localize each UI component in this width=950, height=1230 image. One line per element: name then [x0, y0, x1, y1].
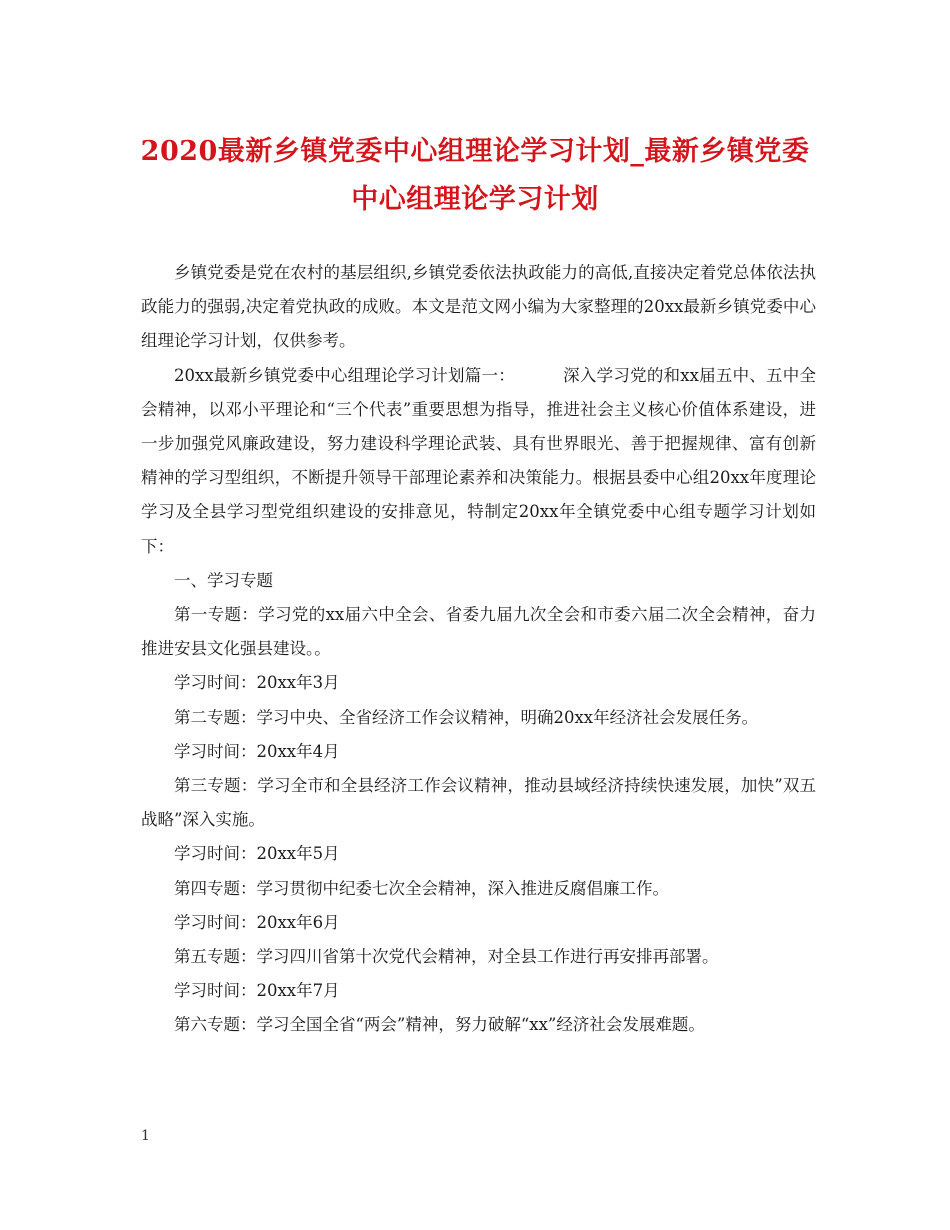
topic-2: 第二专题：学习中央、全省经济工作会议精神，明确20xx年经济社会发展任务。 [174, 707, 759, 727]
intro-paragraph: 乡镇党委是党在农村的基层组织,乡镇党委依法执政能力的高低,直接决定着党总体依法执政能力的强弱,决定着党执政的成败。本文是范文网小编为大家整理的20xx最新乡镇党委中心组理论学习计划，仅供参考。 [141, 263, 816, 351]
topic-1: 第一专题：学习党的xx届六中全会、省委九届九次全会和市委六届二次全会精神，奋力推进安县文化强县建设。。 [141, 605, 816, 659]
title-line-1: 2020最新乡镇党委中心组理论学习计划_最新乡镇党委 [140, 136, 810, 167]
part1-label: 20xx最新乡镇党委中心组理论学习计划篇一： [174, 365, 515, 385]
document-title [130, 128, 820, 224]
page-number: 1 [141, 1128, 150, 1144]
topic-6: 第六专题：学习全国全省“两会”精神，努力破解“xx”经济社会发展难题。 [174, 1015, 705, 1035]
study-time-4: 学习时间：20xx年6月 [174, 912, 340, 932]
study-time-5: 学习时间：20xx年7月 [174, 981, 340, 1001]
part1-text: 深入学习党的和xx届五中、五中全会精神，以邓小平理论和“三个代表”重要思想为指导，推进社会主义核心价值体系建设，进一步加强党风廉政建设，努力建设科学理论武装、具有世界眼光、善于把握规律、富有创新精神的学习型组织，不断提升领导干部理论素养和决策能力。根据县委中心组20xx年度理论学习及全县学习型党组织建设的安排意见，特制定20xx年全镇党委中心组专题学习计划如下： [141, 365, 816, 556]
study-time-2: 学习时间：20xx年4月 [174, 741, 340, 761]
topic-3: 第三专题：学习全市和全县经济工作会议精神，推动县域经济持续快速发展，加快”双五战略”深入实施。 [141, 776, 816, 830]
document-body [141, 256, 816, 1043]
topic-5: 第五专题：学习四川省第十次党代会精神，对全县工作进行再安排再部署。 [174, 947, 719, 967]
section-heading: 一、学习专题 [174, 570, 273, 590]
study-time-3: 学习时间：20xx年5月 [174, 844, 340, 864]
title-line-2: 中心组理论学习计划 [351, 184, 599, 215]
study-time-1: 学习时间：20xx年3月 [174, 673, 340, 693]
topic-4: 第四专题：学习贯彻中纪委七次全会精神，深入推进反腐倡廉工作。 [174, 878, 669, 898]
part1-paragraph [141, 359, 816, 564]
